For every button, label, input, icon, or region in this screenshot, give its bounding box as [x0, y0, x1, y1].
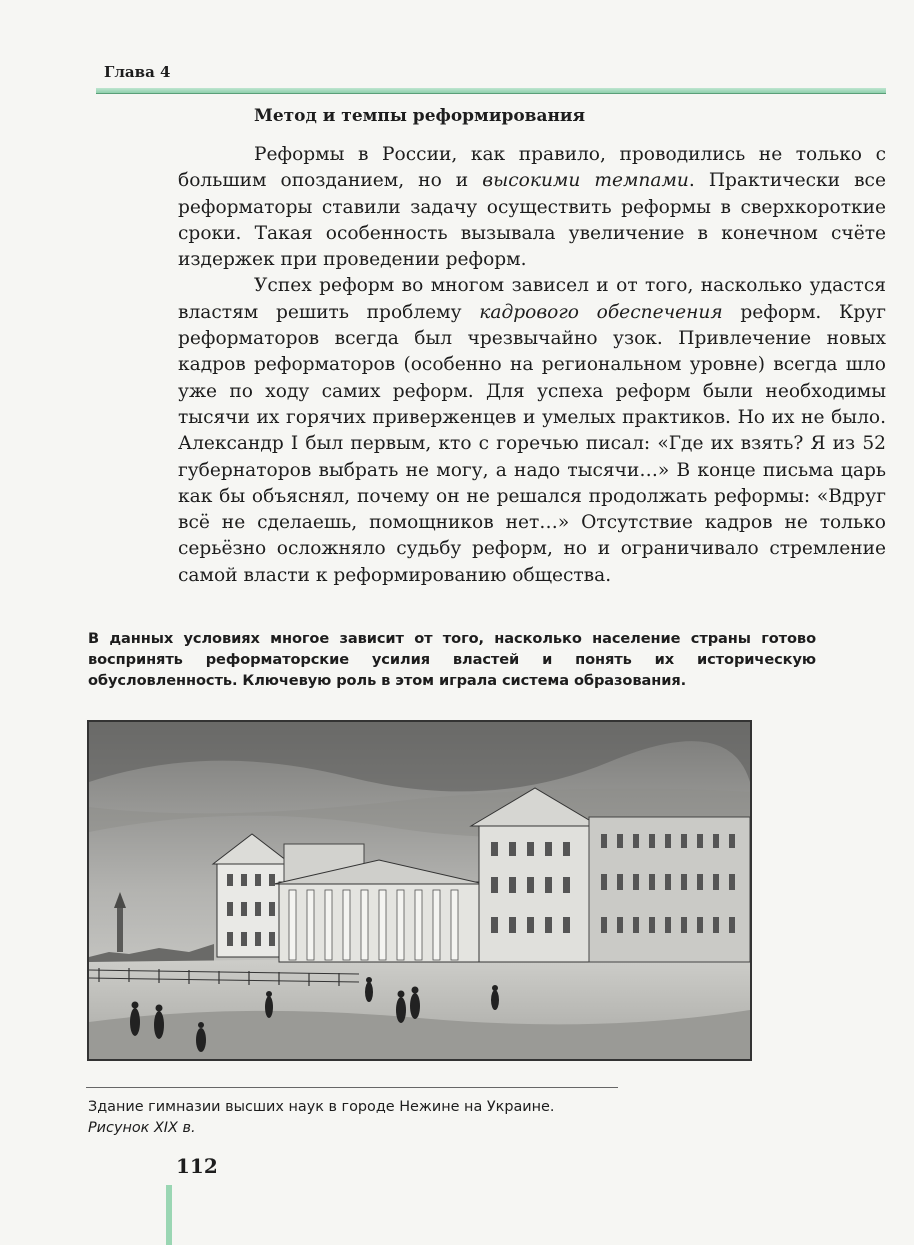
paragraph-2-text-b: реформ. Круг реформаторов всегда был чрезвычайно узок. Привлечение новых кадров реформаторов (особенно на региональном уровне) всегда шло уже по ходу самих реформ. Для успеха реформ были необходимы тысячи их горячих приверженцев и умелых практиков. Но их не было. Александр I был первым, кто с горечью писал: «Где их взять? Я из 52 губернаторов выбрать не могу, а надо тысячи…» В конце письма царь как бы объяснял, почему он не решался продолжать реформы: «Вдруг всё не сделаешь, помощников нет…» Отсутствие кадров не только серьёзно осложняло судьбу реформ, но и ограничивало стремление самой власти к реформированию общества.: [178, 301, 886, 586]
paragraph-1: [178, 142, 886, 273]
summary-note: В данных условиях многое зависит от того, насколько население страны готово воспринять реформаторские усилия властей и понять их историческую обусловленность. Ключевую роль в этом играла система образования.: [88, 630, 816, 689]
figure-caption: [88, 1097, 648, 1139]
paragraph-2: [178, 273, 886, 589]
paragraph-1-emphasis: высокими темпами: [482, 170, 689, 192]
chapter-label: Глава 4: [104, 63, 171, 81]
paragraph-1-text-a: Реформы в России, как правило, проводились не только с большим опозданием, но и: [178, 144, 886, 192]
paragraph-1-text-b: . Практически все реформаторы ставили задачу осуществить реформы в сверхкороткие сроки. Такая особенность вызывала увеличение в конечном счёте издержек при проведении реформ.: [178, 170, 886, 271]
caption-rule: [86, 1087, 618, 1088]
paragraph-2-text-a: Успех реформ во многом зависел и от того, насколько удастся властям решить проблему: [178, 275, 886, 323]
gymnasium-illustration: [87, 720, 752, 1061]
section-title: Метод и темпы реформирования: [254, 106, 586, 126]
header-rule: [96, 88, 886, 94]
margin-accent-bar: [166, 1185, 172, 1245]
body-text: [178, 142, 886, 589]
paragraph-2-emphasis: кадрового обеспечения: [479, 301, 723, 323]
caption-line-1: Здание гимназии высших наук в городе Нежине на Украине.: [88, 1099, 555, 1115]
caption-line-2: Рисунок XIX в.: [88, 1120, 196, 1136]
page-number: 112: [176, 1154, 218, 1178]
